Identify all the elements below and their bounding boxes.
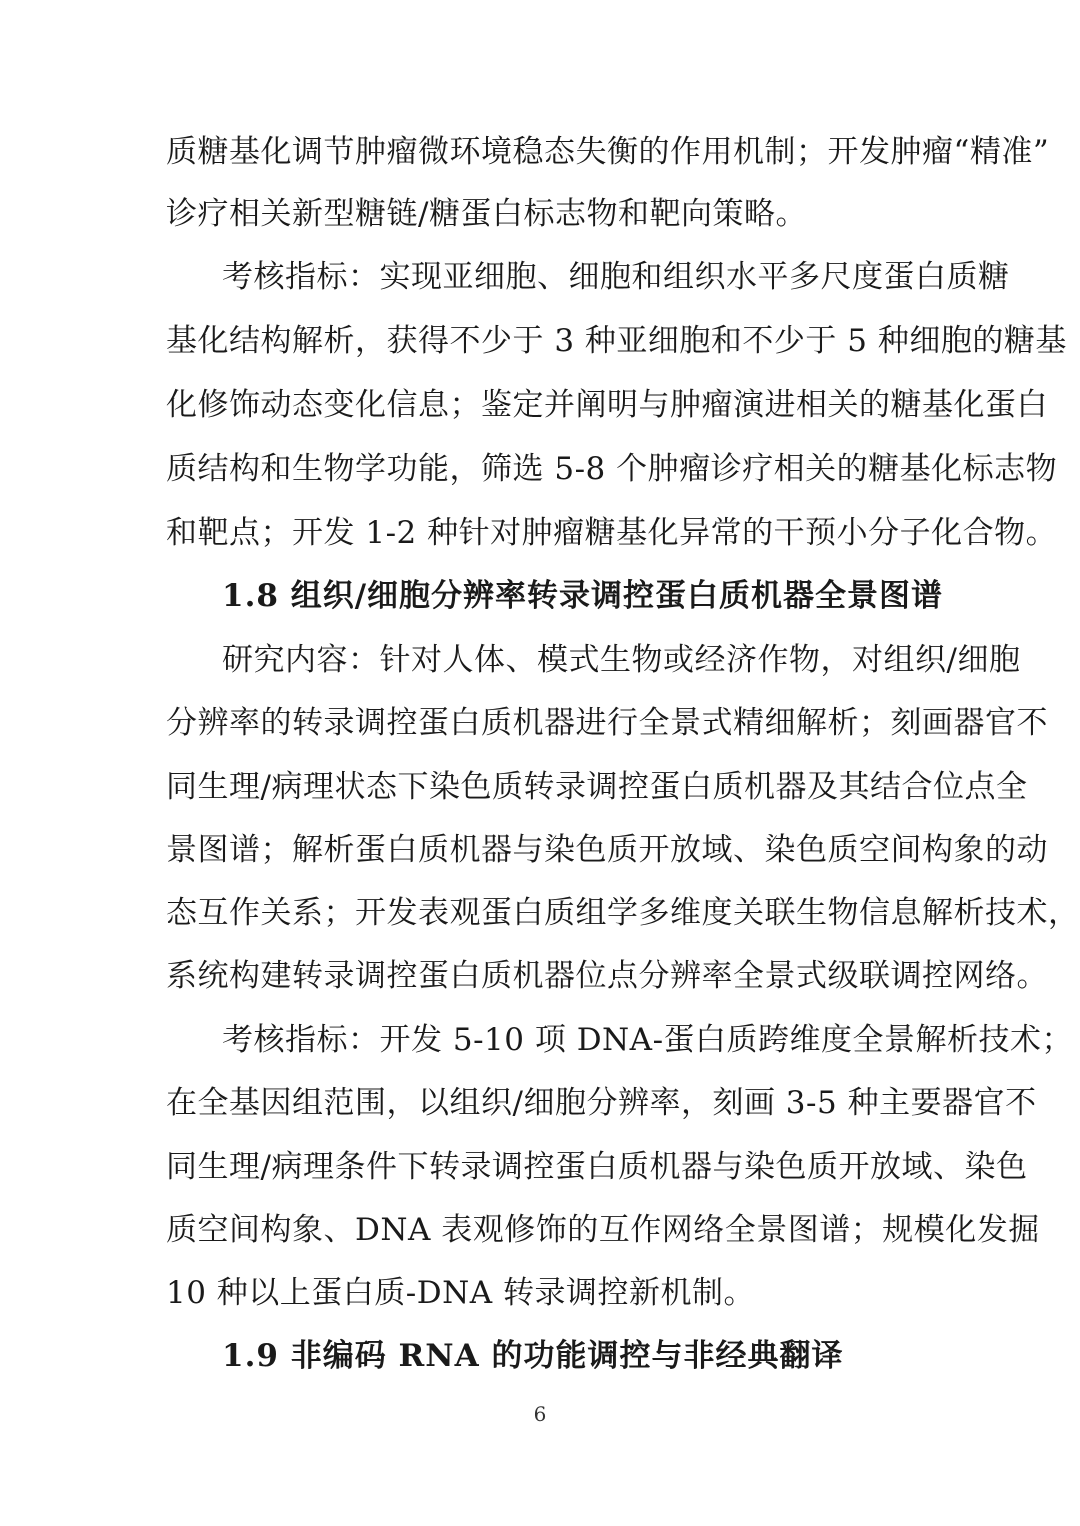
paragraph-line: 10 种以上蛋白质-DNA 转录调控新机制。 (166, 1275, 755, 1311)
section-heading: 1.8 组织/细胞分辨率转录调控蛋白质机器全景图谱 (222, 578, 944, 614)
paragraph-line: 质糖基化调节肿瘤微环境稳态失衡的作用机制；开发肿瘤“精准” (166, 134, 1050, 170)
paragraph-line: 和靶点；开发 1-2 种针对肿瘤糖基化异常的干预小分子化合物。 (166, 515, 1058, 551)
paragraph-line: 景图谱；解析蛋白质机器与染色质开放域、染色质空间构象的动 (166, 832, 1048, 868)
paragraph-line: 同生理/病理条件下转录调控蛋白质机器与染色质开放域、染色 (166, 1149, 1028, 1185)
paragraph-line: 系统构建转录调控蛋白质机器位点分辨率全景式级联调控网络。 (166, 958, 1048, 994)
paragraph-line: 在全基因组范围，以组织/细胞分辨率，刻画 3-5 种主要器官不 (166, 1085, 1037, 1121)
section-heading: 1.9 非编码 RNA 的功能调控与非经典翻译 (222, 1338, 844, 1374)
paragraph-line: 基化结构解析，获得不少于 3 种亚细胞和不少于 5 种细胞的糖基 (166, 323, 1067, 359)
paragraph-line: 质结构和生物学功能，筛选 5-8 个肿瘤诊疗相关的糖基化标志物 (166, 451, 1058, 487)
paragraph-line: 研究内容：针对人体、模式生物或经济作物，对组织/细胞 (222, 642, 1021, 678)
paragraph-line: 考核指标：实现亚细胞、细胞和组织水平多尺度蛋白质糖 (222, 259, 1010, 295)
paragraph-line: 化修饰动态变化信息；鉴定并阐明与肿瘤演进相关的糖基化蛋白 (166, 387, 1048, 423)
paragraph-line: 诊疗相关新型糖链/糖蛋白标志物和靶向策略。 (166, 196, 807, 232)
paragraph-line: 分辨率的转录调控蛋白质机器进行全景式精细解析；刻画器官不 (166, 705, 1048, 741)
page-number: 6 (533, 1402, 547, 1426)
paragraph-line: 同生理/病理状态下染色质转录调控蛋白质机器及其结合位点全 (166, 769, 1028, 805)
paragraph-line: 考核指标：开发 5-10 项 DNA-蛋白质跨维度全景解析技术； (222, 1022, 1074, 1058)
paragraph-line: 态互作关系；开发表观蛋白质组学多维度关联生物信息解析技术， (166, 895, 1080, 931)
paragraph-line: 质空间构象、DNA 表观修饰的互作网络全景图谱；规模化发掘 (166, 1212, 1040, 1248)
